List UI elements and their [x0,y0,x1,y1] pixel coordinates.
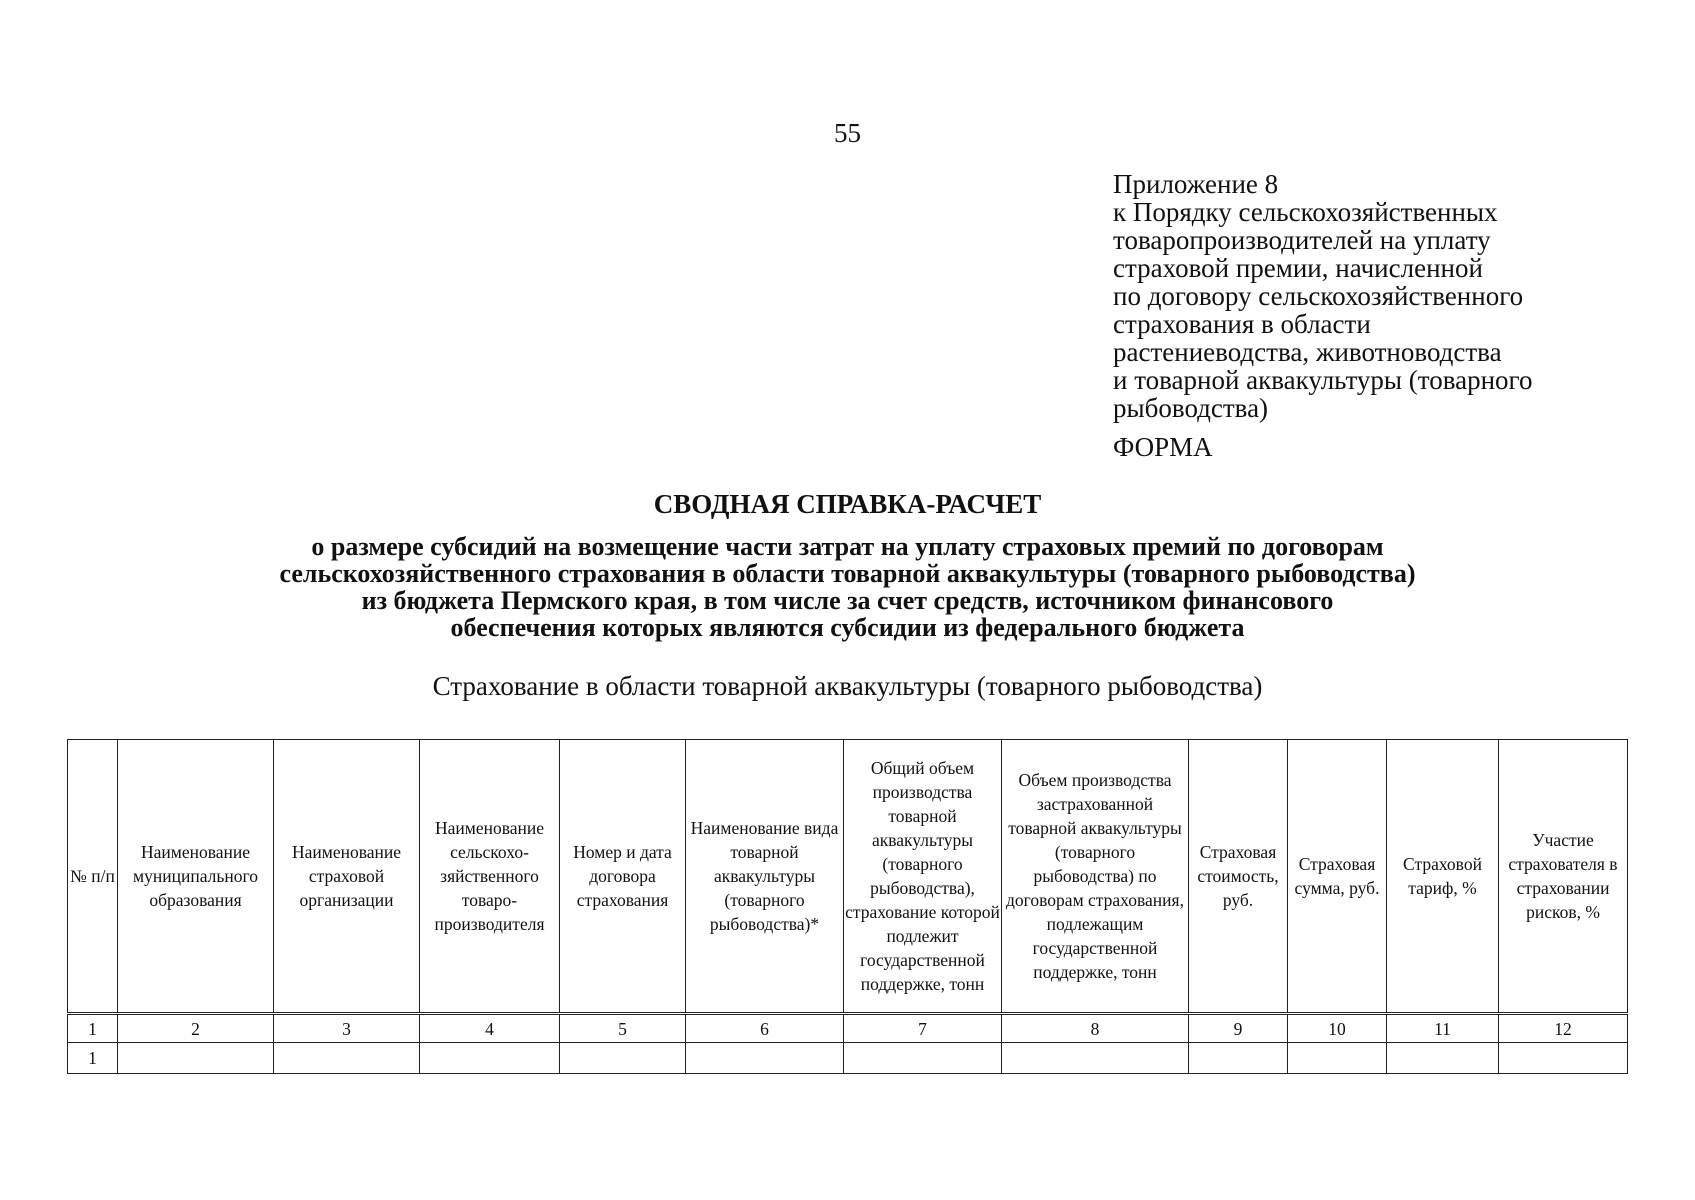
column-number: 3 [274,1014,420,1043]
table-cell [1189,1043,1288,1074]
column-number: 6 [686,1014,844,1043]
column-number: 12 [1499,1014,1628,1043]
column-number-row [68,1014,1628,1043]
subtitle-line: обеспечения которых являются субсидии из федерального бюджета [450,613,1245,642]
header-insured-sum: Страховая сумма, руб. [1288,740,1387,1014]
document-subtitle [0,533,1695,641]
table-cell [1387,1043,1499,1074]
header-insurer: Наименование страховой организации [274,740,420,1014]
table-cell [274,1043,420,1074]
column-number: 9 [1189,1014,1288,1043]
column-number: 4 [420,1014,560,1043]
header-insurer-participation: Участие страхователя в страховании рисков, % [1499,740,1628,1014]
table-cell [1288,1043,1387,1074]
header-insured-volume: Объем производства застрахованной товарной аквакультуры (товарного рыбоводства) по договорам страхования, подлежащим государственной поддержке, тонн [1002,740,1189,1014]
table-cell: 1 [68,1043,118,1074]
header-producer: Наименование сельскохо-зяйственного товаро-производителя [420,740,560,1014]
header-contract: Номер и дата договора страхования [560,740,686,1014]
column-number: 2 [118,1014,274,1043]
column-number: 7 [844,1014,1002,1043]
subtitle-line: из бюджета Пермского края, в том числе за счет средств, источником финансового [361,586,1334,615]
column-number: 11 [1387,1014,1499,1043]
table-cell [686,1043,844,1074]
appendix-line: Приложение 8 [1113,169,1279,199]
header-municipality: Наименование муниципального образования [118,740,274,1014]
table-cell [1002,1043,1189,1074]
table-cell [560,1043,686,1074]
column-number: 8 [1002,1014,1189,1043]
appendix-line: растениеводства, животноводства [1113,337,1502,367]
column-number: 1 [68,1014,118,1043]
subtitle-line: о размере субсидий на возмещение части затрат на уплату страховых премий по договорам [311,532,1384,561]
form-label: ФОРМА [1113,432,1213,462]
document-title: СВОДНАЯ СПРАВКА-РАСЧЕТ [653,489,1042,519]
appendix-line: страховой премии, начисленной [1113,253,1483,283]
header-insured-value: Страховая стоимость, руб. [1189,740,1288,1014]
table-cell [420,1043,560,1074]
header-total-volume: Общий объем производства товарной аквакультуры (товарного рыбоводства), страхование которой подлежит государственной поддержке, тонн [844,740,1002,1014]
column-number: 10 [1288,1014,1387,1043]
column-number: 5 [560,1014,686,1043]
section-title: Страхование в области товарной аквакультуры (товарного рыбоводства) [432,671,1263,701]
page-number: 55 [834,118,861,148]
appendix-line: и товарной аквакультуры (товарного [1113,365,1533,395]
header-aquaculture-type: Наименование вида товарной аквакультуры (товарного рыбоводства)* [686,740,844,1014]
appendix-line: к Порядку сельскохозяйственных [1113,197,1498,227]
table-row [68,1043,1628,1074]
table-header-row [68,740,1628,1014]
appendix-line: рыбоводства) [1113,393,1269,423]
header-row-number: № п/п [68,740,118,1014]
table-cell [118,1043,274,1074]
appendix-line: по договору сельскохозяйственного [1113,281,1524,311]
calculation-table [67,739,1628,1074]
header-insurance-rate: Страховой тариф, % [1387,740,1499,1014]
subtitle-line: сельскохозяйственного страхования в области товарной аквакультуры (товарного рыбоводства) [279,559,1416,588]
appendix-reference [1113,170,1653,422]
appendix-line: товаропроизводителей на уплату [1113,225,1491,255]
appendix-line: страхования в области [1113,309,1371,339]
table-cell [844,1043,1002,1074]
table-cell [1499,1043,1628,1074]
